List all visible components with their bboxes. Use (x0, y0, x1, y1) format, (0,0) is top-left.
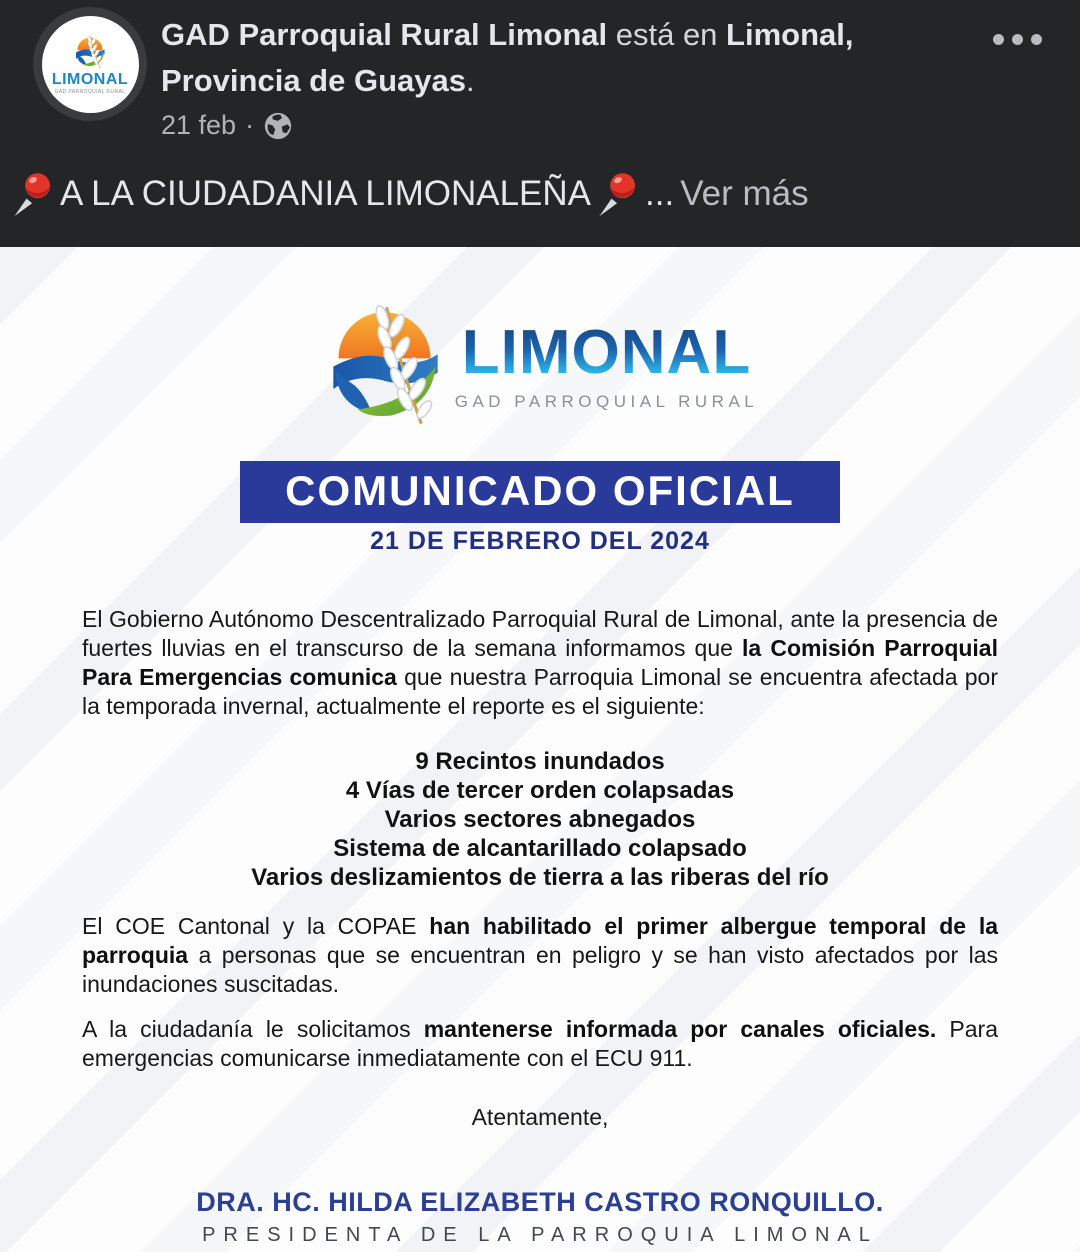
post-title (161, 12, 961, 104)
paragraph-text: A la ciudadanía le solicitamos (82, 1016, 424, 1042)
pushpin-icon (597, 170, 639, 218)
paragraph-bold-text: la Comisión Parroquial Para Emergencias comunica (82, 635, 998, 690)
pushpin-icon (12, 170, 54, 218)
list-item: Varios sectores abnegados (384, 806, 696, 833)
post-date[interactable]: 21 feb (161, 110, 237, 140)
flyer-body (82, 605, 998, 1247)
report-list (82, 747, 998, 892)
paragraph-bold-text: han habilitado el primer albergue temporal de la parroquia (82, 913, 999, 968)
post-ellipsis: ... (645, 174, 675, 213)
page-avatar[interactable] (33, 7, 147, 121)
paragraph-text: El Gobierno Autónomo Descentralizado Parroquial Rural de Limonal, ante la presencia de fuertes lluvias en el transcurso de la semana informamos que (82, 606, 998, 661)
page-avatar-logo (42, 16, 139, 113)
official-banner: COMUNICADO OFICIAL (240, 461, 840, 523)
list-item: 9 Recintos inundados (415, 748, 665, 775)
limonal-emblem-icon (322, 299, 447, 434)
signature-name: DRA. HC. HILDA ELIZABETH CASTRO RONQUILLO. (196, 1187, 884, 1217)
closing-text: Atentamente, (471, 1104, 609, 1130)
list-item: Varios deslizamientos de tierra a las riberas del río (251, 864, 829, 891)
page-name-link[interactable]: GAD Parroquial Rural Limonal (161, 17, 608, 52)
list-item: 4 Vías de tercer orden colapsadas (345, 777, 735, 804)
post-image-flyer[interactable] (0, 247, 1080, 1252)
timestamp-row[interactable] (161, 110, 293, 141)
flyer-logo (0, 299, 1080, 434)
paragraph-advice (82, 1015, 998, 1073)
paragraph-text: que nuestra Parroquia Limonal se encuentra afectada por la temporada invernal, actualmente el reporte es el siguiente: (82, 664, 998, 719)
title-period: . (465, 63, 475, 98)
location-link[interactable]: Limonal, Provincia de Guayas (161, 17, 854, 98)
post-header (0, 0, 1080, 247)
see-more-link[interactable]: Ver más (680, 174, 809, 213)
post-text (12, 170, 1072, 218)
globe-icon (263, 111, 293, 141)
avatar-brand-text: LIMONAL (51, 70, 129, 88)
paragraph-text: El COE Cantonal y la COPAE (82, 913, 430, 939)
paragraph-bold-text: mantenerse informada por canales oficiales. (423, 1016, 937, 1042)
list-item: Sistema de alcantarillado colapsado (333, 835, 747, 862)
banner-date: 21 DE FEBRERO DEL 2024 (370, 527, 710, 555)
ellipsis-menu-icon[interactable] (987, 28, 1048, 51)
flyer-brand-subtitle: GAD PARROQUIAL RURAL (454, 391, 759, 411)
post-message: A LA CIUDADANIA LIMONALEÑA (60, 174, 592, 213)
paragraph-text: Para emergencias comunicarse inmediatamente con el ECU 911. (82, 1016, 998, 1071)
paragraph-text: a personas que se encuentran en peligro y se han visto afectados por las inundaciones suscitadas. (82, 942, 998, 997)
paragraph-shelter (82, 912, 998, 999)
title-connector: está en (607, 17, 727, 52)
limonal-emblem-icon (73, 34, 107, 71)
avatar-subtitle-text: GAD PARROQUIAL RURAL (54, 88, 126, 95)
dot-separator: · (245, 110, 255, 140)
signature-title: PRESIDENTA DE LA PARROQUIA LIMONAL (202, 1224, 878, 1246)
paragraph-intro (82, 605, 998, 721)
flyer-brand-wordmark: LIMONAL (461, 317, 752, 387)
